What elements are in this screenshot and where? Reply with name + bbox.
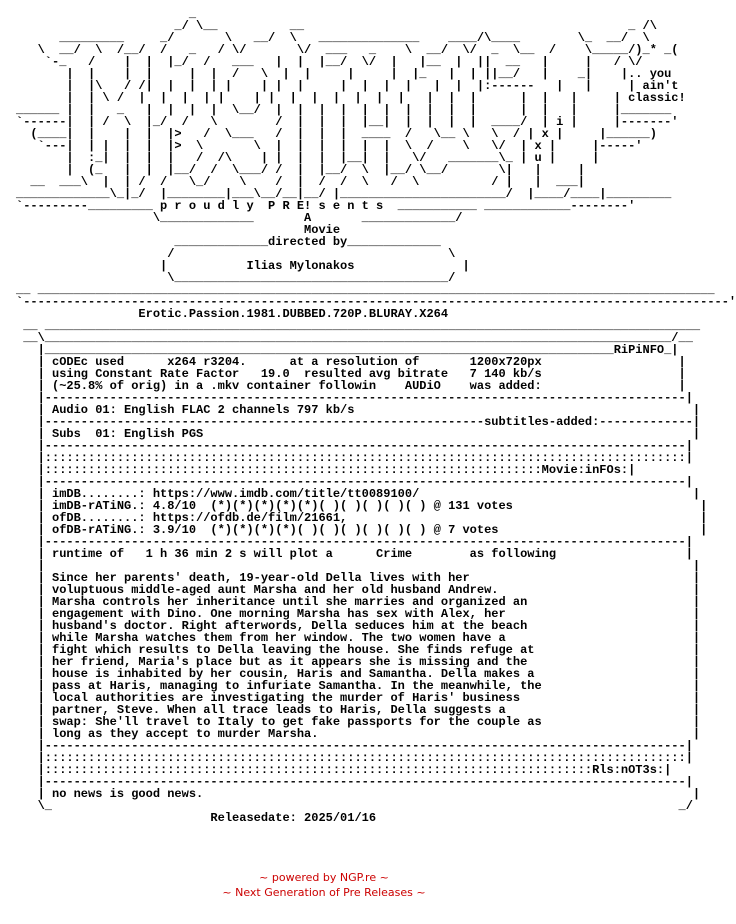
powered-by-text: ~ powered by NGP.re ~ — [259, 871, 389, 884]
powered-by-line — [0, 871, 648, 885]
tagline-text: ~ Next Generation of Pre Releases ~ — [222, 886, 426, 899]
tagline-line — [0, 886, 648, 900]
nfo-text: _ _/ \__ __ _ /\ _________ _/ \ __/ \ ______________ ____/\____ \_ __/ \ \ __/ \ /__/ / _ / \/ \/ ___ _ \ __/ \/ _ \__ / \_____/)_* _( `-_ / | | |_/ / ___ | | |__/ \/ | |__ | || __ | | / \/ | | | | | | / \ | | | | |_ | | ||__/ | _| |.. you | |\ / /| | | | | | | | | | | | | | |:------ | | | ain't | | \ / | | | | | | | | | | | | | | | | | | | | classic! ______ | | _ | | | | \__/ | | | | | | | | | | | | | |_______ `------| | / \ |_/ / \ / | | | |__| | | | | ____/ | i | |-------' (____| | | | |> / \___ / | | | ____ / \__ \ \ / | x | |______) `---| | | | | |> \ \ | | | | | | \ / \ \/ | x | |-----' | :_| | | | / /\ | | | | |__| | \/ _______\_ | u | | | (_ | | |__/ / \___/ / | |__/ \ |__/ \__/ \| | | __ ___\ | | / / \_/ \ / | / / \ / \ / | | ___| _____________\_|_/ |________|___\__/__|__/ |_______________________/ |____/____|_________ `---------_________ p r o u d l y P R E! s e n t s ___________ ____________--------' \_____________ A _____________/ Movie _____________directed by_____________ / \ | Ilias Mylonakos | \______________________________________/ __ ______________________________________________________________________________________________ `--------------------------------------------------------------------------------------------------' Erotic.Passion.1981.DUBBED.720P.BLURAY.X264 __ ___________________________________________________________________________________________ __\_______________________________________________________________________________________/__ |_______________________________________________________________________________RiPiNFO_| | cODEc used x264 r3204. at a resolution of 1200x720px | | using Constant Rate Factor 19.0 resulted avg bitrate 7 140 kb/s | | (~25.8% of orig) in a .mkv container followin AUDiO was added: | |-----------------------------------------------------------------------------------------| | Audio 01: English FLAC 2 channels 797 kb/s | |-------------------------------------------------------------subtitles-added:-------------| | Subs 01: English PGS | |-----------------------------------------------------------------------------------------| |:::::::::::::::::::::::::::::::::::::::::::::::::::::::::::::::::::::::::::::::::::::::::| |:::::::::::::::::::::::::::::::::::::::::::::::::::::::::::::::::::::Movie:inFOs:| |-----------------------------------------------------------------------------------------| | imDB........: https://www.imdb.com/title/tt0089100/ | | imDB-rATiNG.: 4.8/10 (*)(*)(*)(*)(*)( )( )( )( )( ) @ 131 votes | | ofDB........: https://ofdb.de/film/21661, | | ofDB-rATiNG.: 3.9/10 (*)(*)(*)(*)( )( )( )( )( )( ) @ 7 votes | |-----------------------------------------------------------------------------------------| | runtime of 1 h 36 min 2 s will plot a Crime as following | | | | Since her parents' death, 19-year-old Della lives with her | | voluptuous middle-aged aunt Marsha and her old husband Andrew. | | Marsha controls her inheritance until she marries and organized an | | engagement with Dino. One morning Marsha has sex with Alex, her | | husband's doctor. Right afterwords, Della seduces him at the beach | | while Marsha watches them from her window. The two women have a | | fight which results to Della leaving the house. She finds refuge at | | her friend, Maria's place but as it appears she is missing and the | | house is inhabited by her cousin, Haris and Samantha. Della makes a | | pass at Haris, managing to infuriate Samantha. In the meanwhile, the | | local authorities are investigating the murder of Haris' business | | partner, Steve. When all trace leads to Haris, Della suggests a | | swap: She'll travel to Italy to get fake passports for the couple as | | long as they accept to murder Marsha. | |-----------------------------------------------------------------------------------------| |:::::::::::::::::::::::::::::::::::::::::::::::::::::::::::::::::::::::::::::::::::::::::| |::::::::::::::::::::::::::::::::::::::::::::::::::::::::::::::::::::::::::::Rls:nOT3s:| |-----------------------------------------------------------------------------------------| | no news is good news. | \_ _/ Releasedate: 2025/01/16 — [16, 7, 736, 825]
